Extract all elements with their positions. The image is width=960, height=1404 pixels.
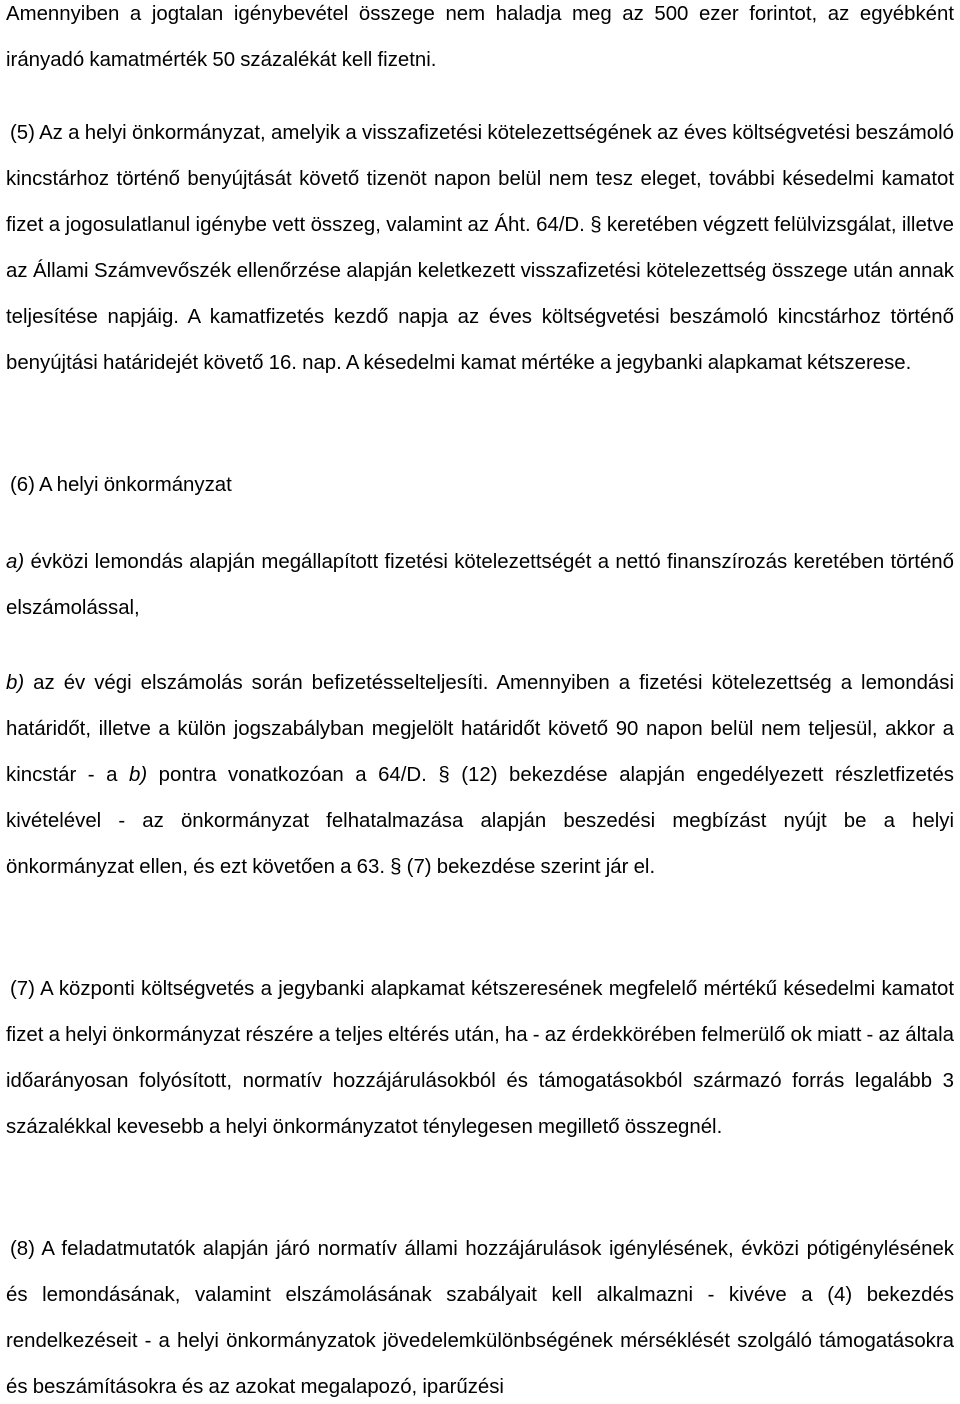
- paragraph-5-text: (5) Az a helyi önkormányzat, amelyik a visszafizetési kötelezettségének az éves költségvetési beszámoló kincstárhoz történő benyújtását követő tizenöt napon belül nem tesz eleget, további késedelmi kamatot fizet a jogosulatlanul igénybe vett összeg, valamint az Áht. 64/D. § keretében végzett felülvizsgálat, illetve az Állami Számvevőszék ellenőrzése alapján keletkezett visszafizetési kötelezettség összege után annak teljesítése napjáig. A kamatfizetés kezdő napja az éves költségvetési beszámoló kincstárhoz történő benyújtási határidejét követő 16. nap. A késedelmi kamat mértéke a jegybanki alapkamat kétszerese.: [6, 122, 954, 374]
- paragraph-intro-text: Amennyiben a jogtalan igénybevétel összege nem haladja meg az 500 ezer forintot, az egyébként irányadó kamatmérték 50 százalékát kell fizetni.: [6, 3, 954, 71]
- point-a-marker: a): [6, 551, 25, 573]
- paragraph-7-text: (7) A központi költségvetés a jegybanki alapkamat kétszeresének megfelelő mértékű késedelmi kamatot fizet a helyi önkormányzat részére a teljes eltérés után, ha - az érdekkörében felmerülő ok miatt - az általa időarányosan folyósított, normatív hozzájárulásokból és támogatásokból származó forrás legalább 3 százalékkal kevesebb a helyi önkormányzatot ténylegesen megillető összegnél.: [6, 978, 954, 1138]
- paragraph-6-point-a: [6, 539, 954, 631]
- point-b-text-1: az év végi elszámolás során befizetésselteljesíti. Amennyiben a fizetési kötelezettség a lemondási határidőt, illetve a külön jogszabályban megjelölt határidőt követő 90 napon belül nem teljesül, akkor a kincstár - a: [6, 672, 954, 786]
- paragraph-8: [6, 1226, 954, 1404]
- paragraph-5: [6, 110, 954, 386]
- paragraph-6: [6, 462, 954, 508]
- paragraph-6-point-b: [6, 660, 954, 890]
- point-b-marker: b): [6, 672, 25, 694]
- point-b-inline-marker: b): [129, 764, 148, 786]
- point-a-text: évközi lemondás alapján megállapított fizetési kötelezettségét a nettó finanszírozás keretében történő elszámolással,: [6, 551, 954, 619]
- paragraph-8-text: (8) A feladatmutatók alapján járó normatív állami hozzájárulások igénylésének, évközi pótigénylésének és lemondásának, valamint elszámolásának szabályait kell alkalmazni - kivéve a (4) bekezdés rendelkezéseit - a helyi önkormányzatok jövedelemkülönbségének mérséklését szolgáló támogatásokra és beszámításokra és az azokat megalapozó, iparűzési: [6, 1238, 954, 1398]
- paragraph-7: [6, 966, 954, 1150]
- point-b-text-2: pontra vonatkozóan a 64/D. § (12) bekezdése alapján engedélyezett részletfizetés kivételével - az önkormányzat felhatalmazása alapján beszedési megbízást nyújt be a helyi önkormányzat ellen, és ezt követően a 63. § (7) bekezdése szerint jár el.: [6, 764, 954, 878]
- paragraph-6-text: (6) A helyi önkormányzat: [10, 474, 232, 496]
- paragraph-intro: [6, 0, 954, 83]
